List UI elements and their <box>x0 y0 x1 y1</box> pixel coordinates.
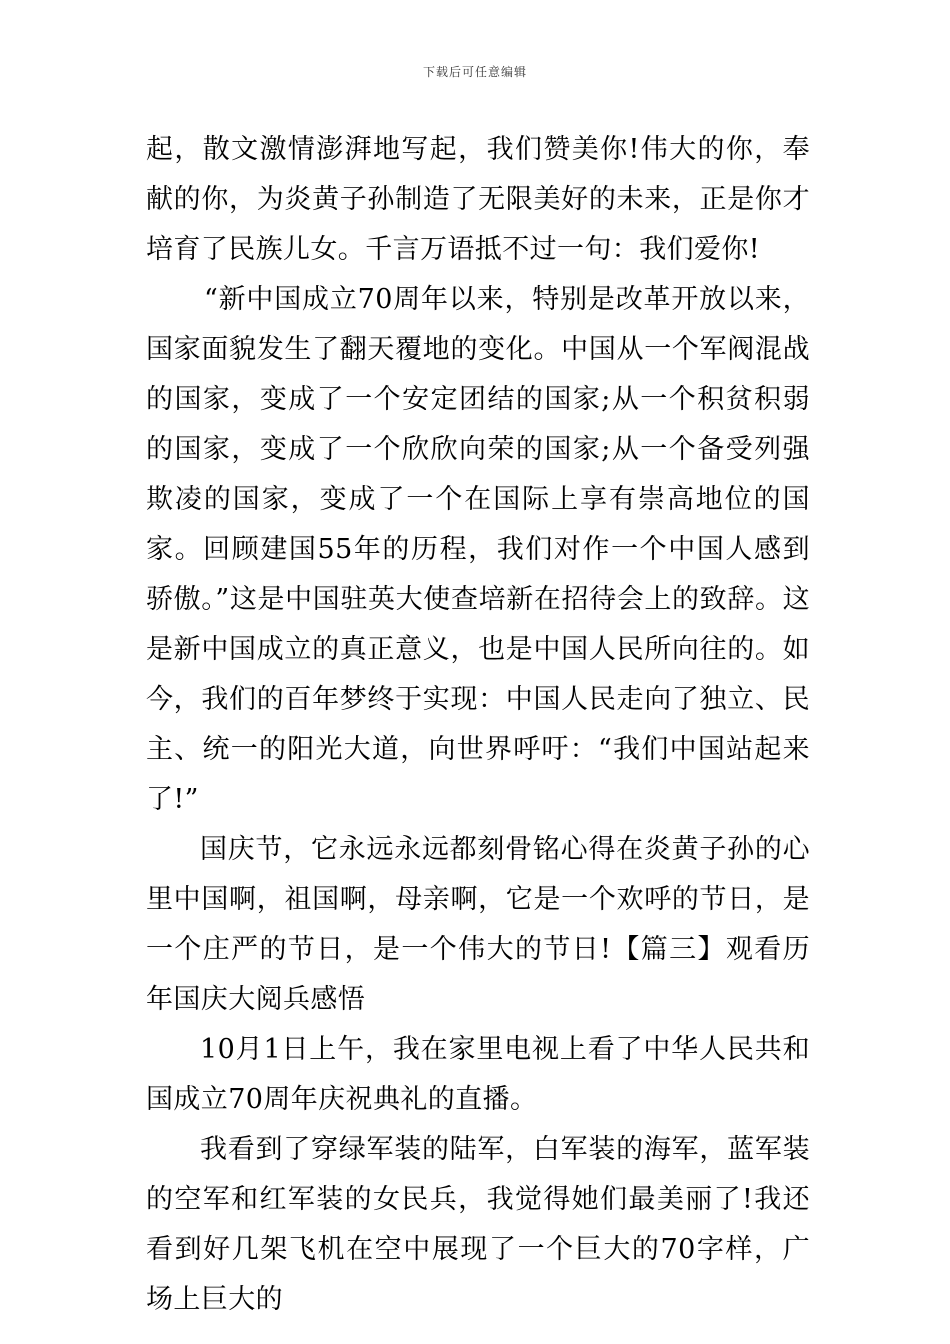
header-note: 下载后可任意编辑 <box>422 65 527 79</box>
paragraph-3: 国庆节，它永远永远都刻骨铭心得在炎黄子孙的心里中国啊，祖国啊，母亲啊，它是一个欢呼的节日，是一个庄严的节日，是一个伟大的节日!【篇三】观看历年国庆大阅兵感悟 <box>146 834 810 1015</box>
paragraph-4: 10月1日上午，我在家里电视上看了中华人民共和国成立70周年庆祝典礼的直播。 <box>146 1034 810 1115</box>
paragraph-1: 起，散文激情澎湃地写起，我们赞美你!伟大的你，奉献的你，为炎黄子孙制造了无限美好的未来，正是你才培育了民族儿女。千言万语抵不过一句：我们爱你! <box>146 134 810 265</box>
document-body <box>146 125 810 1325</box>
paragraph-2: “新中国成立70周年以来，特别是改革开放以来，国家面貌发生了翻天覆地的变化。中国从一个军阀混战的国家，变成了一个安定团结的国家;从一个积贫积弱的国家，变成了一个欣欣向荣的国家;从一个备受列强欺凌的国家，变成了一个在国际上享有崇高地位的国家。回顾建国55年的历程，我们对作一个中国人感到骄傲。”这是中国驻英大使查培新在招待会上的致辞。这是新中国成立的真正意义，也是中国人民所向往的。如今，我们的百年梦终于实现：中国人民走向了独立、民主、统一的阳光大道，向世界呼吁：“我们中国站起来了!” <box>146 284 810 815</box>
paragraph-5: 我看到了穿绿军装的陆军，白军装的海军，蓝军装的空军和红军装的女民兵，我觉得她们最美丽了!我还看到好几架飞机在空中展现了一个巨大的70字样，广场上巨大的 <box>146 1134 810 1315</box>
